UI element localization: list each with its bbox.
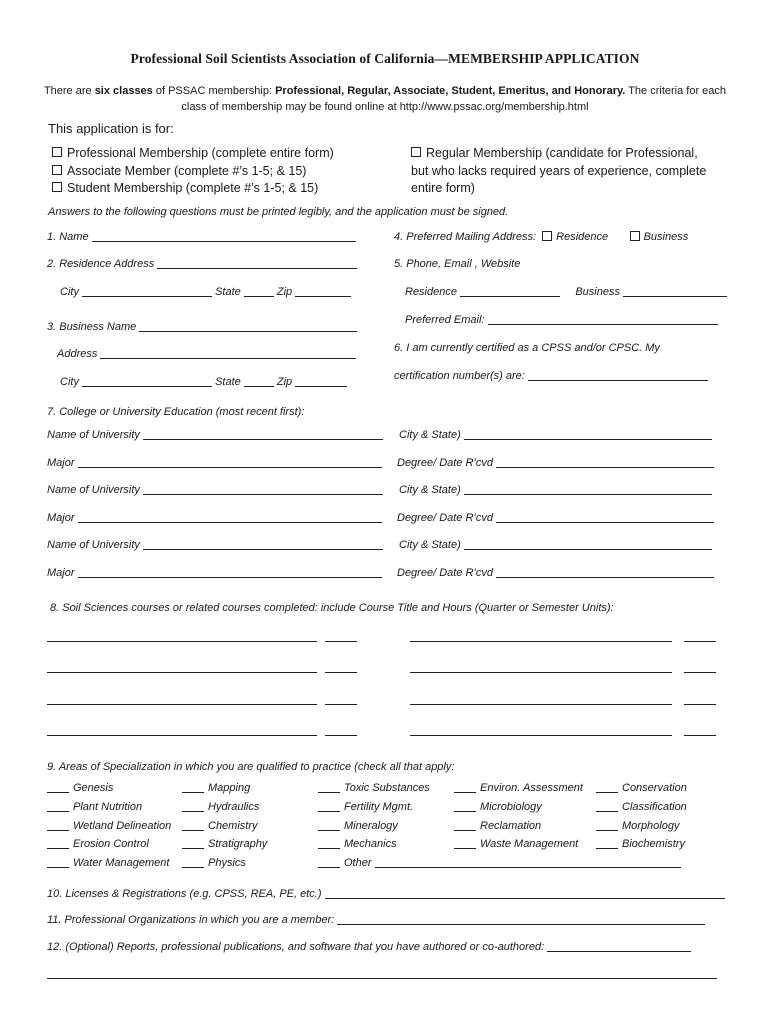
education-heading: 7. College or University Education (most recent first): [47, 406, 305, 418]
phone-residence-business[interactable]: Residence Business [405, 286, 727, 298]
specialization-item[interactable]: Hydraulics [182, 798, 267, 817]
business-city-state-zip[interactable]: City State Zip [60, 376, 347, 388]
specialization-item[interactable]: Classification [596, 798, 687, 817]
preferred-mailing-address: 4. Preferred Mailing Address: Residence Business [394, 231, 689, 243]
licenses-field[interactable]: 10. Licenses & Registrations (e.g. CPSS, REA, PE, etc.) [47, 888, 725, 900]
publications-field[interactable]: 12. (Optional) Reports, professional publications, and software that you have authored or co-authored: [47, 941, 691, 953]
membership-options-left [52, 145, 334, 198]
specialization-item[interactable]: Mapping [182, 779, 267, 798]
major-field[interactable]: Major [47, 512, 382, 524]
specialization-heading: 9. Areas of Specialization in which you are qualified to practice (check all that apply: [47, 761, 455, 773]
specialization-item[interactable]: Erosion Control [47, 835, 171, 854]
phone-email-website-label: 5. Phone, Email , Website [394, 258, 521, 270]
specialization-item[interactable]: Microbiology [454, 798, 583, 817]
checkbox-icon[interactable] [52, 182, 62, 192]
name-field[interactable]: 1. Name [47, 231, 356, 243]
associate-member-option[interactable]: Associate Member (complete #’s 1-5; & 15) [52, 163, 334, 181]
specialization-item[interactable]: Plant Nutrition [47, 798, 171, 817]
specialization-item[interactable]: Morphology [596, 817, 687, 836]
degree-date-field[interactable]: Degree/ Date R’cvd [397, 567, 714, 579]
application-for-label: This application is for: [48, 121, 174, 136]
courses-heading: 8. Soil Sciences courses or related courses completed: include Course Title and Hours (Quarter or Semester Units): [50, 602, 614, 614]
residence-city-state-zip[interactable]: City State Zip [60, 286, 351, 298]
intro-text: There are six classes of PSSAC membership: Professional, Regular, Associate, Student, Emeritus, and Honorary. The criteria for each class of membership may be found online at http://www.pssac.org/membership.html [43, 85, 727, 113]
specialization-item[interactable]: Biochemistry [596, 835, 687, 854]
specialization-item[interactable]: Wetland Delineation [47, 817, 171, 836]
specialization-col-5 [596, 779, 687, 854]
specialization-item[interactable]: Waste Management [454, 835, 583, 854]
business-checkbox[interactable] [630, 231, 640, 241]
university-city-state-field[interactable]: City & State) [399, 484, 712, 496]
form-title: Professional Soil Scientists Association of California—MEMBERSHIP APPLICATION [130, 51, 640, 66]
certification-number-field[interactable]: certification number(s) are: [394, 370, 708, 382]
major-field[interactable]: Major [47, 567, 382, 579]
specialization-col-4 [454, 779, 583, 854]
publications-continuation-line[interactable] [47, 978, 717, 979]
regular-membership-option[interactable]: Regular Membership (candidate for Professional, but who lacks required years of experience, complete entire form) [411, 146, 707, 195]
business-name-field[interactable]: 3. Business Name [47, 321, 357, 333]
certification-label: 6. I am currently certified as a CPSS and/or CPSC. My [394, 342, 660, 354]
specialization-item[interactable]: Environ. Assessment [454, 779, 583, 798]
degree-date-field[interactable]: Degree/ Date R’cvd [397, 512, 714, 524]
university-name-field[interactable]: Name of University [47, 484, 383, 496]
specialization-col-1 [47, 779, 171, 873]
university-city-state-field[interactable]: City & State) [399, 429, 712, 441]
degree-date-field[interactable]: Degree/ Date R’cvd [397, 457, 714, 469]
professional-membership-option[interactable]: Professional Membership (complete entire form) [52, 145, 334, 163]
specialization-col-2 [182, 779, 267, 873]
specialization-item[interactable]: Stratigraphy [182, 835, 267, 854]
specialization-item[interactable]: Genesis [47, 779, 171, 798]
specialization-item[interactable]: Physics [182, 854, 267, 873]
residence-checkbox[interactable] [542, 231, 552, 241]
business-address-field[interactable]: Address [57, 348, 356, 360]
specialization-item[interactable]: Fertility Mgmt. [318, 798, 681, 817]
residence-address-field[interactable]: 2. Residence Address [47, 258, 357, 270]
specialization-item-other[interactable]: Other [318, 854, 681, 873]
preferred-email-field[interactable]: Preferred Email: [405, 314, 718, 326]
instructions: Answers to the following questions must be printed legibly, and the application must be signed. [48, 206, 509, 218]
specialization-item[interactable]: Toxic Substances [318, 779, 681, 798]
student-membership-option[interactable]: Student Membership (complete #’s 1-5; & 15) [52, 180, 334, 198]
university-name-field[interactable]: Name of University [47, 539, 383, 551]
university-city-state-field[interactable]: City & State) [399, 539, 712, 551]
checkbox-icon[interactable] [411, 147, 421, 157]
university-name-field[interactable]: Name of University [47, 429, 383, 441]
checkbox-icon[interactable] [52, 165, 62, 175]
checkbox-icon[interactable] [52, 147, 62, 157]
professional-organizations-field[interactable]: 11. Professional Organizations in which you are a member: [47, 914, 705, 926]
major-field[interactable]: Major [47, 457, 382, 469]
specialization-item[interactable]: Chemistry [182, 817, 267, 836]
specialization-item[interactable]: Water Management [47, 854, 171, 873]
specialization-item[interactable]: Mineralogy [318, 817, 681, 836]
specialization-item[interactable]: Reclamation [454, 817, 583, 836]
specialization-item[interactable]: Conservation [596, 779, 687, 798]
specialization-item[interactable]: Mechanics [318, 835, 681, 854]
